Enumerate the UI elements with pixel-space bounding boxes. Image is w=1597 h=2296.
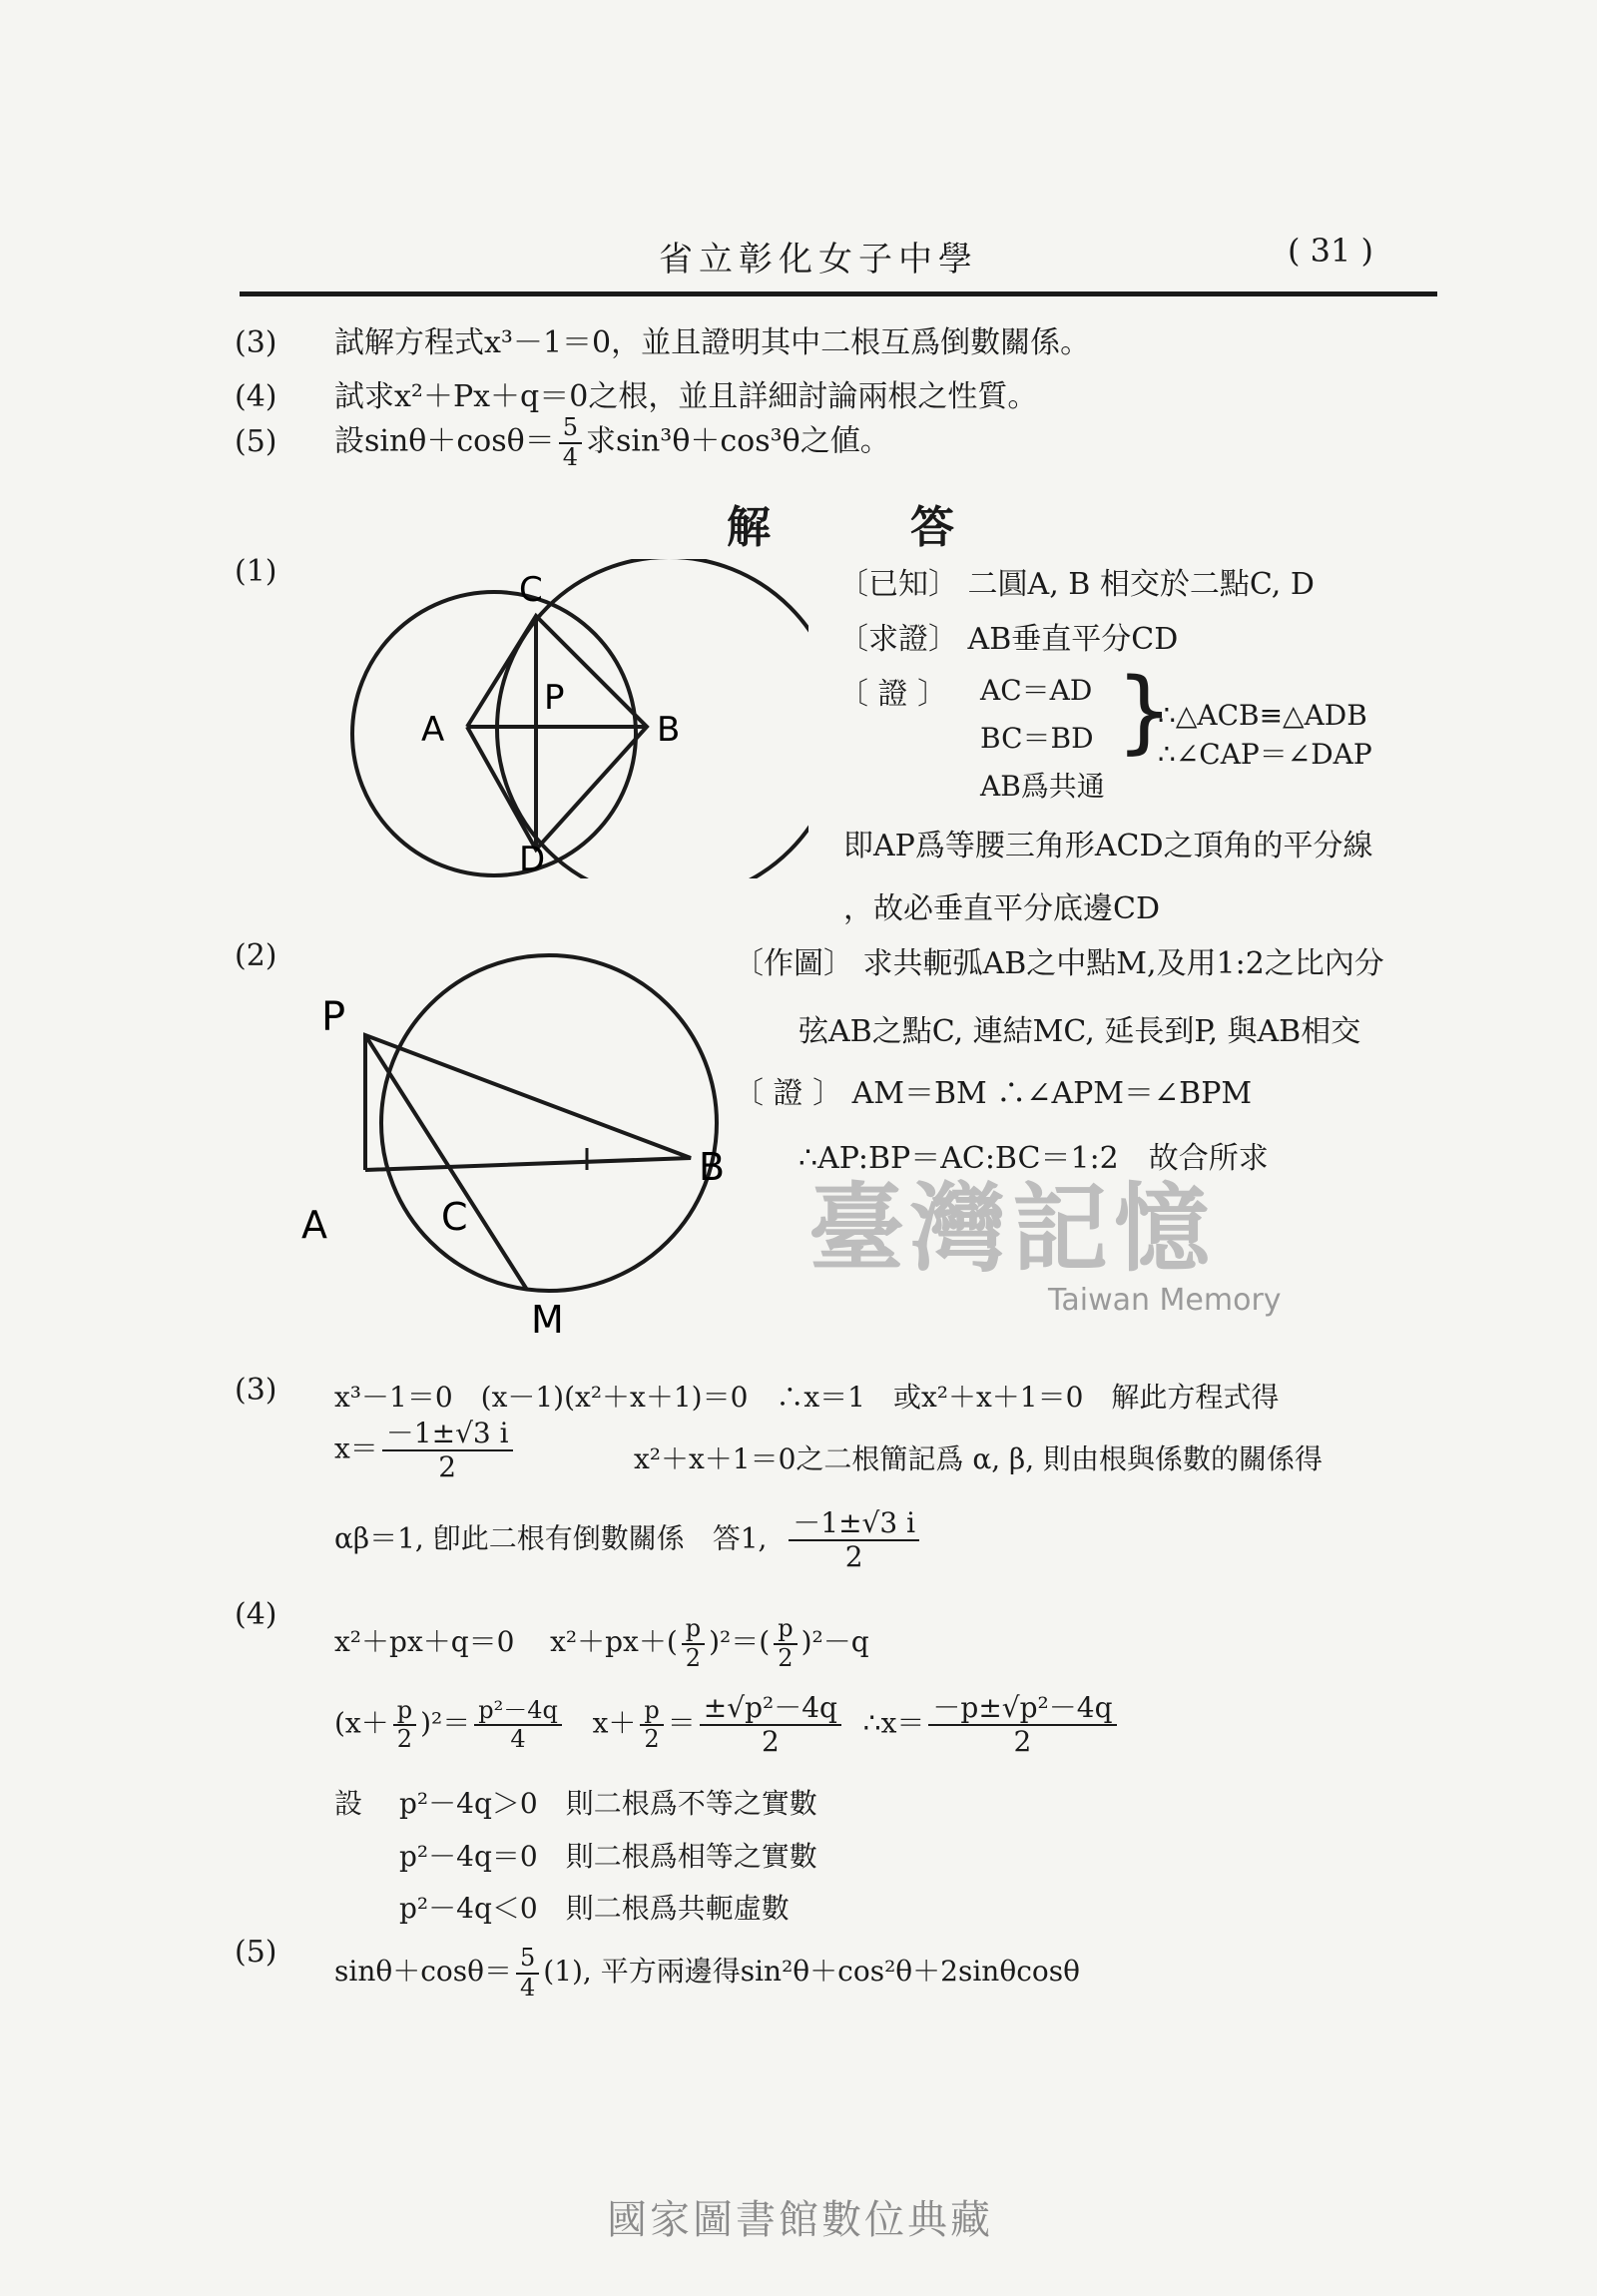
answer-1-text-2: ，故必垂直平分底邊CD — [843, 891, 1161, 926]
denominator: 2 — [1013, 1725, 1032, 1759]
answer-4-line-1 — [334, 1615, 869, 1672]
denominator: 2 — [761, 1725, 780, 1759]
page-number: ( 31 ) — [1288, 232, 1374, 270]
denominator: 2 — [844, 1540, 863, 1574]
numerator: ±√p²－4q — [700, 1692, 841, 1726]
two-circles-figure — [329, 559, 808, 878]
problem-text: 試解方程式x³－1＝0，並且證明其中二根互爲倒數關係。 — [334, 325, 1091, 360]
circle — [381, 955, 717, 1291]
denominator: 2 — [438, 1450, 457, 1484]
p-over-2 — [640, 1697, 663, 1754]
proof-line-3: AB爲共通 — [980, 770, 1105, 803]
label-a: A — [301, 1203, 327, 1247]
answer-3-number: (3) — [235, 1373, 277, 1408]
proof-line-1: AC＝AD — [980, 674, 1093, 707]
numerator: －p±√p²－4q — [928, 1692, 1116, 1726]
root-fraction — [382, 1418, 513, 1483]
proof-line-a — [734, 1068, 1252, 1112]
label-d: D — [519, 840, 546, 878]
numerator: 5 — [516, 1945, 539, 1975]
numerator: p — [640, 1697, 663, 1727]
header-rule — [240, 291, 1437, 296]
denominator: 4 — [562, 442, 578, 471]
circle-b — [497, 559, 808, 878]
label-c: C — [441, 1195, 468, 1239]
label-b: B — [699, 1145, 726, 1189]
eq-a: x²＋px＋q＝0 — [334, 1625, 515, 1659]
fraction — [516, 1945, 539, 2002]
numerator: 5 — [559, 414, 582, 444]
answer-3-line-2-post: x²＋x＋1＝0之二根簡記爲 α, β, 則由根與係數的關係得 — [634, 1442, 1324, 1475]
problem-4 — [235, 371, 1037, 415]
p-over-2 — [682, 1615, 705, 1672]
p-over-2 — [774, 1615, 797, 1672]
problem-text: 試求x²＋Px＋q＝0之根，並且詳細討論兩根之性質。 — [334, 379, 1038, 414]
answers-title: 解答 — [727, 502, 1094, 553]
eq-g: x＋ — [592, 1706, 637, 1740]
label-p: P — [544, 678, 565, 718]
case-1: p²－4q＞0 則二根爲不等之實數 — [399, 1787, 817, 1820]
eq-f: )²＝ — [420, 1706, 471, 1740]
numerator: p — [682, 1615, 705, 1645]
cases-tag: 設 — [334, 1787, 363, 1820]
problem-text-pre: 設sinθ＋cosθ＝ — [334, 423, 555, 459]
denominator: 4 — [519, 1973, 536, 2002]
pm-over-2 — [700, 1692, 841, 1758]
proof-line-b: ∴AP:BP＝AC:BC＝1:2 故合所求 — [798, 1141, 1269, 1176]
label-a: A — [421, 710, 445, 750]
case-2: p²－4q＝0 則二根爲相等之實數 — [399, 1840, 817, 1873]
answer-3-line-3 — [334, 1507, 923, 1573]
conclusion-1: ∴△ACB≡△ADB — [1158, 699, 1367, 732]
answer-5-post: (1), 平方兩邊得sin²θ＋cos²θ＋2sinθcosθ — [543, 1955, 1080, 1989]
numerator: p — [774, 1615, 797, 1645]
eq-d: )²－q — [800, 1625, 869, 1659]
problem-3 — [235, 317, 1090, 361]
equals: ＝ — [667, 1706, 696, 1740]
denominator: 4 — [510, 1725, 526, 1754]
given-line — [838, 559, 1315, 603]
proof-line-2: BC＝BD — [980, 722, 1094, 755]
denominator: 2 — [685, 1643, 702, 1672]
rhombus-acbd — [467, 616, 647, 850]
answer-4-number: (4) — [235, 1597, 277, 1632]
numerator: p — [393, 1697, 416, 1727]
circle-chord-figure — [299, 948, 769, 1338]
numerator: －1±√3 i — [789, 1507, 919, 1541]
line-pm — [365, 1035, 527, 1290]
construct-line-2: 弦AB之點C, 連結MC, 延長到P, 與AB相交 — [798, 1014, 1361, 1049]
prove-line — [838, 614, 1178, 658]
answer-3-line-1: x³－1＝0 (x－1)(x²＋x＋1)＝0 ∴x＝1 或x²＋x＋1＝0 解此方程式得 — [334, 1381, 1280, 1414]
root-over-2 — [928, 1692, 1116, 1758]
construct-line-1 — [734, 938, 1384, 982]
answer-1-text-1: 即AP爲等腰三角形ACD之頂角的平分線 — [843, 829, 1373, 863]
brace: } — [1116, 659, 1174, 764]
answer-4-line-2 — [334, 1692, 1121, 1758]
prove-tag: 〔求證〕 — [838, 622, 958, 657]
problem-number: (4) — [235, 379, 277, 414]
circle-a — [352, 592, 636, 875]
label-m: M — [531, 1298, 564, 1338]
answer-3-line-2 — [334, 1418, 517, 1483]
fraction — [559, 414, 582, 471]
problem-text-post: 求sin³θ＋cos³θ之値。 — [585, 423, 890, 459]
construct-tag: 〔作圖〕 — [734, 946, 853, 981]
given-text: 二圓A, B 相交於二點C, D — [967, 567, 1315, 602]
denominator: 2 — [396, 1725, 413, 1754]
eq-b: x²＋px＋( — [550, 1625, 678, 1659]
answer-1-number: (1) — [235, 554, 277, 589]
page-header-title: 省立彰化女子中學 — [659, 240, 978, 280]
proof-tag: 〔 證 〕 — [838, 677, 948, 712]
problem-number: (5) — [235, 423, 277, 459]
proof-tag: 〔 證 〕 — [734, 1076, 843, 1111]
given-tag: 〔已知〕 — [838, 567, 958, 602]
therefore-x: ∴x＝ — [862, 1706, 925, 1740]
answer-fraction — [789, 1507, 919, 1573]
problem-5 — [235, 414, 890, 471]
proof-text-1: AM＝BM ∴∠APM＝∠BPM — [851, 1076, 1253, 1111]
disc-over-4 — [474, 1697, 562, 1754]
denominator: 2 — [644, 1725, 660, 1754]
answer-5-pre: sinθ＋cosθ＝ — [334, 1955, 512, 1989]
label-c: C — [519, 570, 543, 610]
label-p: P — [321, 994, 346, 1040]
answer-3-line-3-pre: αβ＝1, 卽此二根有倒數關係 答1, — [334, 1521, 768, 1555]
construct-text-1: 求共軛弧AB之中點M,及用1:2之比內分 — [862, 946, 1384, 981]
eq-c: )²＝( — [709, 1625, 771, 1659]
footer-archive-label: 國家圖書館數位典藏 — [607, 2197, 993, 2243]
watermark-chinese: 臺灣記憶 — [808, 1172, 1216, 1285]
p-over-2 — [393, 1697, 416, 1754]
eq-e: (x＋ — [334, 1706, 389, 1740]
answer-5-number: (5) — [235, 1935, 277, 1970]
watermark-english: Taiwan Memory — [1048, 1283, 1282, 1318]
label-b: B — [657, 710, 681, 750]
denominator: 2 — [778, 1643, 794, 1672]
case-3: p²－4q＜0 則二根爲共軛虛數 — [399, 1892, 790, 1925]
answer-5-line — [334, 1945, 1080, 2002]
triangle-apb — [365, 1035, 691, 1170]
conclusion-2: ∴∠CAP＝∠DAP — [1158, 738, 1372, 771]
prove-text: AB垂直平分CD — [967, 622, 1179, 657]
problem-number: (3) — [235, 325, 277, 360]
numerator: p²－4q — [474, 1697, 562, 1727]
x-equals: x＝ — [334, 1432, 378, 1465]
answer-2-number: (2) — [235, 938, 277, 973]
numerator: －1±√3 i — [382, 1418, 513, 1451]
